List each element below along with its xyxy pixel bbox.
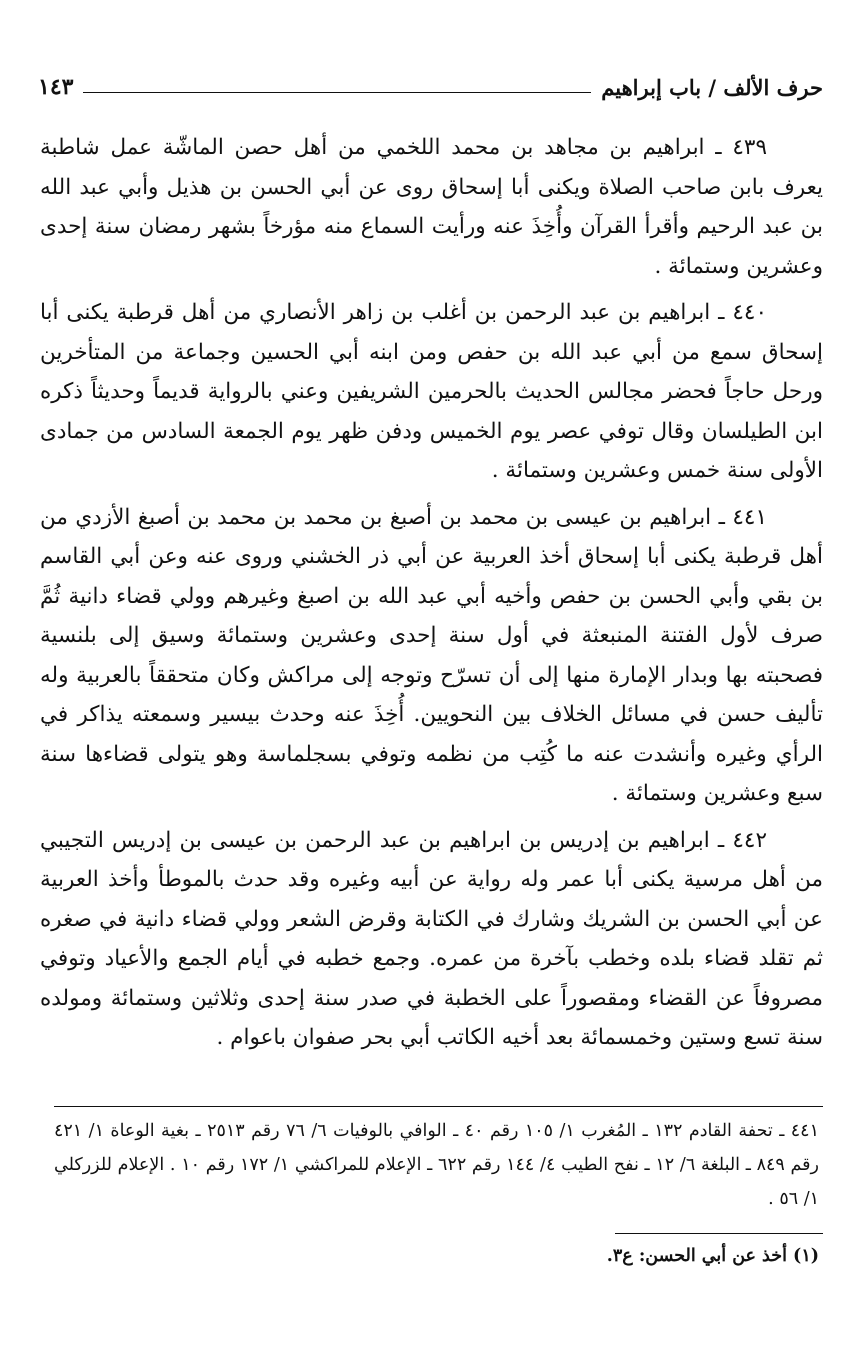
- entry-text: ٤٤٢ ـ ابراهيم بن إدريس بن ابراهيم بن عبد الرحمن بن عيسى بن إدريس التجيبي من أهل مرسية يكنى أبا عمر وله رواية عن أبيه وغيره وقد حدث بالموطأ وأخذ العربية عن أبي الحسن بن الشريك وشارك في الكتابة وقرض الشعر وولي قضاء دانية في صغره ثم تقلد قضاء بلده وخطب بآخرة من عمره. وجمع خطبه في أيام الجمع والأعياد وتوفي مصروفاً عن القضاء ومقصوراً على الخطبة في صدر سنة إحدى وثلاثين وستمائة ومولده سنة تسع وستين وخمسمائة بعد أخيه الكاتب أبي بحر صفوان باعوام .: [40, 827, 823, 1050]
- footnote-text: (١) أخذ عن أبي الحسن: ع٣.: [606, 1246, 819, 1266]
- references-divider: [54, 1106, 823, 1107]
- entry-text: ٤٤٠ ـ ابراهيم بن عبد الرحمن بن أغلب بن زاهر الأنصاري من أهل قرطبة يكنى أبا إسحاق سمع من أبي عبد الله بن حفص ومن ابنه أبي الحسين وجماعة من المتأخرين ورحل حاجاً فحضر مجالس الحديث بالحرمين الشريفين وعني بالرواية قديماً وحديثاً ذكره ابن الطيلسان وقال توفي عصر يوم الخميس ودفن ظهر يوم الجمعة السادس من جمادى الأولى سنة خمس وعشرين وستمائة .: [40, 300, 823, 483]
- footnote-divider: [615, 1233, 823, 1234]
- biography-entry-439: [40, 128, 823, 286]
- entry-text: ٤٤١ ـ ابراهيم بن عيسى بن محمد بن أصبغ بن محمد بن محمد بن أصبغ الأزدي من أهل قرطبة يكنى أبا إسحاق أخذ العربية عن أبي ذر الخشني وروى عنه وعن أبي القاسم بن بقي وأبي الحسن بن حفص وأخيه أبي عبد الله بن اصبغ وغيرهم وولي قضاء دانية ثُمَّ صرف لأول الفتنة المنبعثة في أول سنة إحدى وعشرين وستمائة وسيق إلى بلنسية فصحبته بها وبدار الإمارة منها إلى أن تسرّح وتوجه إلى مراكش وكان متحققاً بالعربية وله تأليف حسن في مسائل الخلاف بين النحويين. أُخِذَ عنه وحدث بيسير وسمعته يذاكر في الرأي وغيره وأنشدت عنه ما كُتِب من نظمه وتوفي بسجلماسة وهو يتولى قضاءها سنة سبع وعشرين وستمائة .: [40, 504, 823, 806]
- header-title: حرف الألف / باب إبراهيم: [601, 75, 823, 100]
- running-header: [38, 68, 823, 100]
- header-rule: [83, 92, 591, 93]
- biography-entry-440: [40, 293, 823, 491]
- entry-text: ٤٣٩ ـ ابراهيم بن مجاهد بن محمد اللخمي من أهل حصن الماشّة عمل شاطبة يعرف بابن صاحب الصلاة ويكنى أبا إسحاق روى عن أبي الحسن بن هذيل وأبي عبد الله بن عبد الرحيم وأقرأ القرآن وأُخِذَ عنه ورأيت السماع منه مؤرخاً بشهر رمضان سنة إحدى وعشرين وستمائة .: [40, 135, 824, 279]
- references-block: [54, 1114, 819, 1216]
- biography-entry-441: [40, 498, 823, 814]
- biography-entry-442: [40, 821, 823, 1058]
- main-text: [40, 128, 823, 1065]
- footnote: [200, 1241, 819, 1271]
- references-text: ٤٤١ ـ تحفة القادم ١٣٢ ـ المُغرب ١/ ١٠٥ رقم ٤٠ ـ الوافي بالوفيات ٦/ ٧٦ رقم ٢٥١٣ ـ بغية الوعاة ١/ ٤٢١ رقم ٨٤٩ ـ البلغة ٦/ ١٢ ـ نفح الطيب ٤/ ١٤٤ رقم ٦٢٢ ـ الإعلام للمراكشي ١/ ١٧٢ رقم ١٠ . الإعلام للزركلي ١/ ٥٦ .: [54, 1121, 819, 1209]
- page-number: ١٤٣: [38, 74, 74, 100]
